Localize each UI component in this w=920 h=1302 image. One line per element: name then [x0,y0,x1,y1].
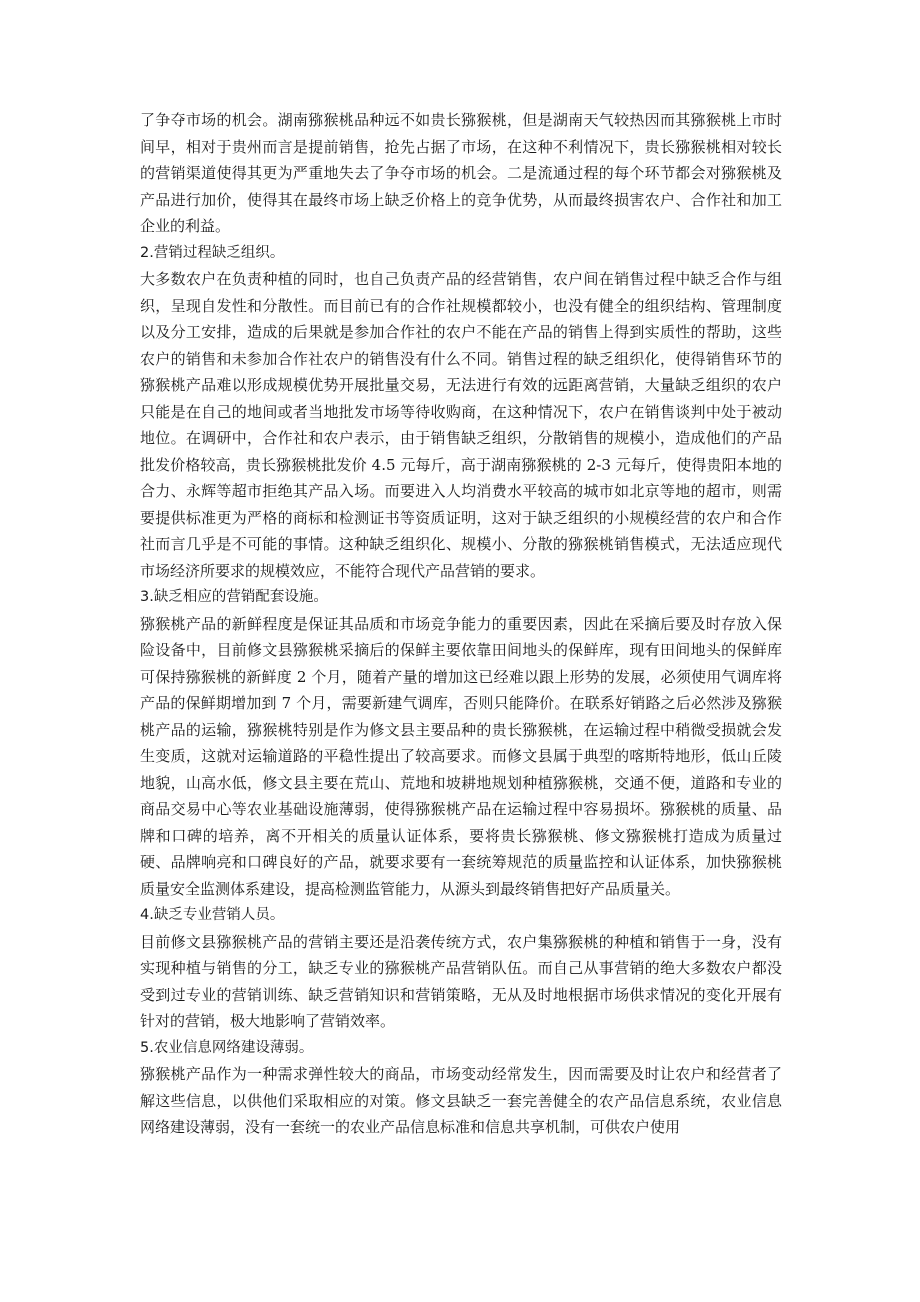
paragraph-facilities: 猕猴桃产品的新鲜程度是保证其品质和市场竞争能力的重要因素，因此在采摘后要及时存放入保险设备中，目前修文县猕猴桃采摘后的保鲜主要依靠田间地头的保鲜库，现有田间地头的保鲜库可保持猕猴桃的新鲜度 2 个月，随着产量的增加这已经难以跟上形势的发展，必须使用气调库将产品的保鲜期增加到 7 个月，需要新建气调库，否则只能降价。在联系好销路之后必然涉及猕猴桃产品的运输，猕猴桃特别是作为修文县主要品种的贵长猕猴桃，在运输过程中稍微受损就会发生变质，这就对运输道路的平稳性提出了较高要求。而修文县属于典型的喀斯特地形，低山丘陵地貌，山高水低，修文县主要在荒山、荒地和坡耕地规划种植猕猴桃，交通不便，道路和专业的商品交易中心等农业基础设施薄弱，使得猕猴桃产品在运输过程中容易损坏。猕猴桃的质量、品牌和口碑的培养，离不开相关的质量认证体系，要将贵长猕猴桃、修文猕猴桃打造成为质量过硬、品牌响亮和口碑良好的产品，就要求要有一套统筹规范的质量监控和认证体系，加快猕猴桃质量安全监测体系建设，提高检测监管能力，从源头到最终销售把好产品质量关。 [140,614,782,898]
section-heading-5: 5.农业信息网络建设薄弱。 [140,1039,314,1056]
section-heading-3: 3.缺乏相应的营销配套设施。 [140,589,328,605]
paragraph-market-loss: 了争夺市场的机会。湖南猕猴桃品种远不如贵长猕猴桃，但是湖南天气较热因而其猕猴桃上市时间早，相对于贵州而言是提前销售，抢先占据了市场，在这种不利情况下，贵长猕猴桃相对较长的营销渠道使得其更为严重地失去了争夺市场的机会。二是流通过程的每个环节都会对猕猴桃及产品进行加价，使得其在最终市场上缺乏价格上的竞争优势，从而最终损害农户、合作社和加工企业的利益。 [140,111,782,235]
paragraph-information-network: 猕猴桃产品作为一种需求弹性较大的商品，市场变动经常发生，因而需要及时让农户和经营者了解这些信息，以供他们采取相应的对策。修文县缺乏一套完善健全的农产品信息系统，农业信息网络建设薄弱，没有一套统一的农业产品信息标准和信息共享机制，可供农户使用 [140,1065,782,1136]
paragraph-lack-of-organization: 大多数农户在负责种植的同时，也自己负责产品的经营销售，农户间在销售过程中缺乏合作与组织，呈现自发性和分散性。而目前已有的合作社规模都较小，也没有健全的组织结构、管理制度以及分工安排，造成的后果就是参加合作社的农户不能在产品的销售上得到实质性的帮助，这些农户的销售和未参加合作社农户的销售没有什么不同。销售过程的缺乏组织化，使得销售环节的猕猴桃产品难以形成规模优势开展批量交易，无法进行有效的远距离营销，大量缺乏组织的农户只能是在自己的地间或者当地批发市场等待收购商，在这种情况下，农户在销售谈判中处于被动地位。在调研中，合作社和农户表示，由于销售缺乏组织，分散销售的规模小，造成他们的产品批发价格较高，贵长猕猴桃批发价 4.5 元每斤，高于湖南猕猴桃的 2-3 元每斤，使得贵阳本地的合力、永辉等超市拒绝其产品入场。而要进入人均消费水平较高的城市如北京等地的超市，则需要提供标准更为严格的商标和检测证书等资质证明，这对于缺乏组织的小规模经营的农户和合作社而言几乎是不可能的事情。这种缺乏组织化、规模小、分散的猕猴桃销售模式，无法适应现代市场经济所要求的规模效应，不能符合现代产品营销的要求。 [140,270,782,580]
section-heading-2: 2.营销过程缺乏组织。 [140,244,285,261]
paragraph-marketing-staff: 目前修文县猕猴桃产品的营销主要还是沿袭传统方式，农户集猕猴桃的种植和销售于一身，没有实现种植与销售的分工，缺乏专业的猕猴桃产品营销队伍。而自己从事营销的绝大多数农户都没受到过专业的营销训练、缺乏营销知识和营销策略，无从及时地根据市场供求情况的变化开展有针对的营销，极大地影响了营销效率。 [140,932,782,1030]
document-page [140,107,782,1141]
section-heading-4: 4.缺乏专业营销人员。 [140,907,285,923]
